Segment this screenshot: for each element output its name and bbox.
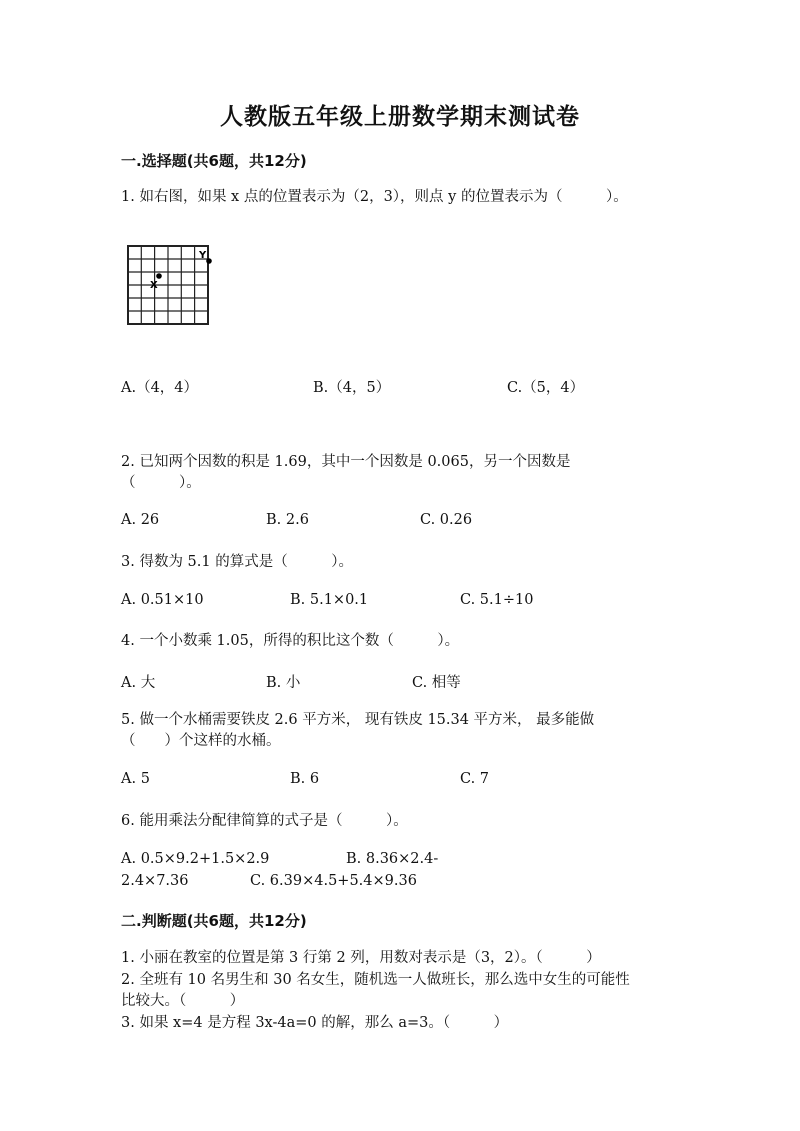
section-heading-judgement: 二.判断题(共6题，共12分) [121,912,307,930]
question-2-line-1: 2. 已知两个因数的积是 1.69，其中一个因数是 0.065，另一个因数是 [121,454,571,470]
q4-option-a: A. 大 [121,675,156,691]
point-x-label: X [150,280,158,291]
point-y-label: Y [199,250,207,261]
question-3: 3. 得数为 5.1 的算式是（ ）。 [121,554,353,570]
question-6: 6. 能用乘法分配律简算的式子是（ ）。 [121,813,408,829]
judgement-2-line-1: 2. 全班有 10 名男生和 30 名女生，随机选一人做班长，那么选中女生的可能性 [121,972,630,988]
q1-option-c: C.（5，4） [507,380,585,396]
question-5-line-2: （ ）个这样的水桶。 [121,733,281,749]
judgement-3: 3. 如果 x=4 是方程 3x-4a=0 的解，那么 a=3。（ ） [121,1015,509,1031]
q5-option-a: A. 5 [121,771,150,787]
q2-option-b: B. 2.6 [266,512,309,528]
q3-option-c: C. 5.1÷10 [460,592,534,608]
q1-option-b: B.（4，5） [313,380,391,396]
question-5-line-1: 5. 做一个水桶需要铁皮 2.6 平方米， 现有铁皮 15.34 平方米， 最多能做 [121,712,595,728]
judgement-2-line-2: 比较大。（ ） [121,993,245,1009]
q5-option-b: B. 6 [290,771,320,787]
q6-option-c: C. 6.39×4.5+5.4×9.36 [250,873,417,889]
page-title: 人教版五年级上册数学期末测试卷 [220,104,580,130]
judgement-1: 1. 小丽在教室的位置是第 3 行第 2 列，用数对表示是（3，2）。（ ） [121,950,601,966]
q5-option-c: C. 7 [460,771,490,787]
q3-option-b: B. 5.1×0.1 [290,592,369,608]
q2-option-a: A. 26 [121,512,160,528]
q3-option-a: A. 0.51×10 [121,592,204,608]
q2-option-c: C. 0.26 [420,512,473,528]
coordinate-grid-figure [124,242,216,328]
q6-option-b-continued: 2.4×7.36 [121,873,189,889]
point-x-marker [156,273,162,279]
question-4: 4. 一个小数乘 1.05，所得的积比这个数（ ）。 [121,633,460,649]
q4-option-b: B. 小 [266,675,301,691]
point-y-marker [206,258,212,264]
q4-option-c: C. 相等 [412,675,461,691]
section-heading-choice: 一.选择题(共6题，共12分) [121,152,307,170]
question-1: 1. 如右图，如果 x 点的位置表示为（2，3），则点 y 的位置表示为（ ）。 [121,189,628,205]
q1-option-a: A.（4，4） [121,380,199,396]
q6-option-b: B. 8.36×2.4- [346,851,439,867]
question-2-line-2: （ ）。 [121,475,201,491]
q6-option-a: A. 0.5×9.2+1.5×2.9 [121,851,270,867]
